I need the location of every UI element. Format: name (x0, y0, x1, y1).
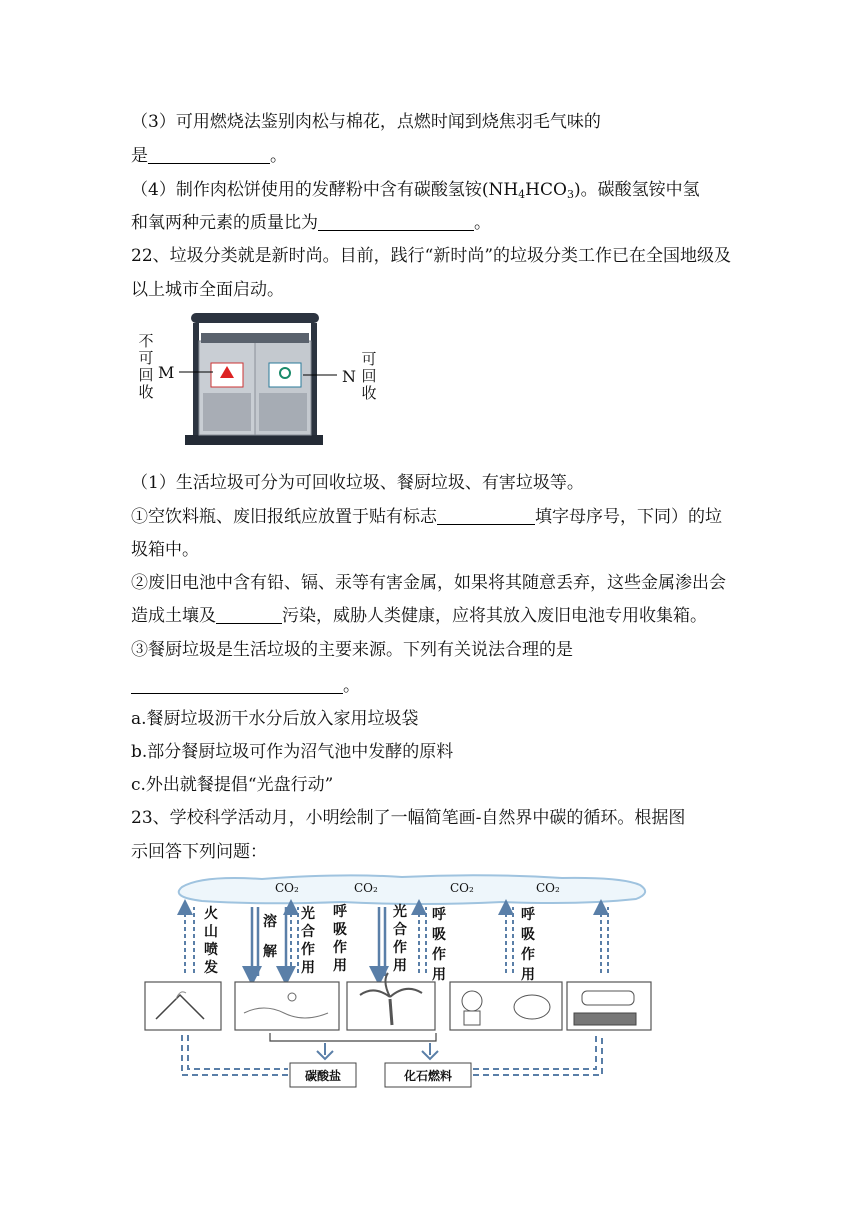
label-respiration-2: 呼 吸 作 用 (432, 907, 446, 983)
q21-part3-line1 (131, 110, 601, 134)
answer-blank[interactable] (131, 675, 343, 694)
co2-label: CO₂ (275, 881, 299, 895)
label-respiration-1: 呼 吸 作 用 (333, 904, 347, 974)
q22-sub2-line1: ②废旧电池中含有铅、镉、汞等有害金属，如果将其随意丢弃，这些金属渗出会 (131, 573, 726, 593)
fossil-fuel-box-label: 化石燃料 (403, 1069, 452, 1083)
q22-title-line1: 22、垃圾分类就是新时尚。目前，践行“新时尚”的垃圾分类工作已在全国地级及 (131, 246, 732, 266)
label-photosynthesis-2: 光 合 作 用 (393, 904, 407, 974)
label-photosynthesis-1: 光 合 作 用 (301, 906, 315, 976)
co2-label: CO₂ (536, 881, 560, 895)
q21-part3-end: 。 (270, 146, 287, 166)
q22-sub3-end: 。 (343, 676, 360, 696)
q21-part4-end: 。 (474, 213, 491, 233)
answer-blank[interactable] (437, 506, 535, 525)
label-respiration-3: 呼 吸 作 用 (521, 907, 535, 983)
subscript: 3 (566, 188, 574, 201)
q22-sub3-line1: ③餐厨垃圾是生活垃圾的主要来源。下列有关说法合理的是 (131, 640, 573, 660)
q22-sub1-text-b: 填字母序号，下同）的垃 (535, 507, 722, 527)
answer-blank[interactable] (318, 212, 474, 231)
label-non-recyclable: 不 可 回 收 (138, 332, 154, 401)
subscript: 4 (518, 188, 526, 201)
answer-blank[interactable] (216, 605, 282, 624)
label-recyclable: 可 回 收 (361, 350, 377, 402)
co2-label: CO₂ (450, 881, 474, 895)
label-volcano: 火 山 喷 发 (204, 906, 218, 976)
q22-sub2-text-c: 污染，威胁人类健康，应将其放入废旧电池专用收集箱。 (282, 606, 707, 626)
label-dissolve: 溶 解 (263, 914, 277, 960)
recycle-bin-figure (133, 311, 413, 451)
q22-title-line2: 以上城市全面启动。 (131, 280, 284, 300)
q21-part3-text: （3）可用燃烧法鉴别肉松与棉花，点燃时闻到烧焦羽毛气味的 (131, 112, 601, 132)
q21-part4-line1 (131, 178, 700, 202)
q21-part4-text-b: HCO (525, 180, 567, 200)
q21-part4-line2 (131, 211, 491, 235)
label-n: N (342, 367, 356, 386)
q22-sub3-line2 (131, 674, 360, 698)
q22-sub1-line2: 圾箱中。 (131, 540, 199, 560)
label-m: M (158, 363, 175, 382)
q22-sub2-line2 (131, 604, 707, 628)
q22-option-a: a.餐厨垃圾沥干水分后放入家用垃圾袋 (131, 709, 419, 729)
q21-part4-text-a: （4）制作肉松饼使用的发酵粉中含有碳酸氢铵(NH (131, 180, 519, 200)
carbonate-box-label: 碳酸盐 (304, 1069, 341, 1083)
q22-sub1-line1 (131, 505, 722, 529)
co2-label: CO₂ (354, 881, 378, 895)
q22-sub1-text-a: ①空饮料瓶、废旧报纸应放置于贴有标志 (131, 507, 437, 527)
q21-part4-cont: 和氧两种元素的质量比为 (131, 213, 318, 233)
q22-part1: （1）生活垃圾可分为可回收垃圾、餐厨垃圾、有害垃圾等。 (131, 473, 584, 493)
q21-part4-text-c: )。碳酸氢铵中氢 (573, 180, 700, 200)
q22-option-b: b.部分餐厨垃圾可作为沼气池中发酵的原料 (131, 742, 454, 762)
answer-blank[interactable] (148, 145, 270, 164)
q23-title-line1: 23、学校科学活动月，小明绘制了一幅简笔画-自然界中碳的循环。根据图 (131, 808, 686, 828)
carbon-cycle-figure (142, 873, 662, 1095)
q21-part3-line2 (131, 144, 287, 168)
q22-option-c: c.外出就餐提倡“光盘行动” (131, 775, 334, 795)
q23-title-line2: 示回答下列问题： (131, 842, 267, 862)
q22-sub2-text-b: 造成土壤及 (131, 606, 216, 626)
q21-part3-cont: 是 (131, 146, 148, 166)
